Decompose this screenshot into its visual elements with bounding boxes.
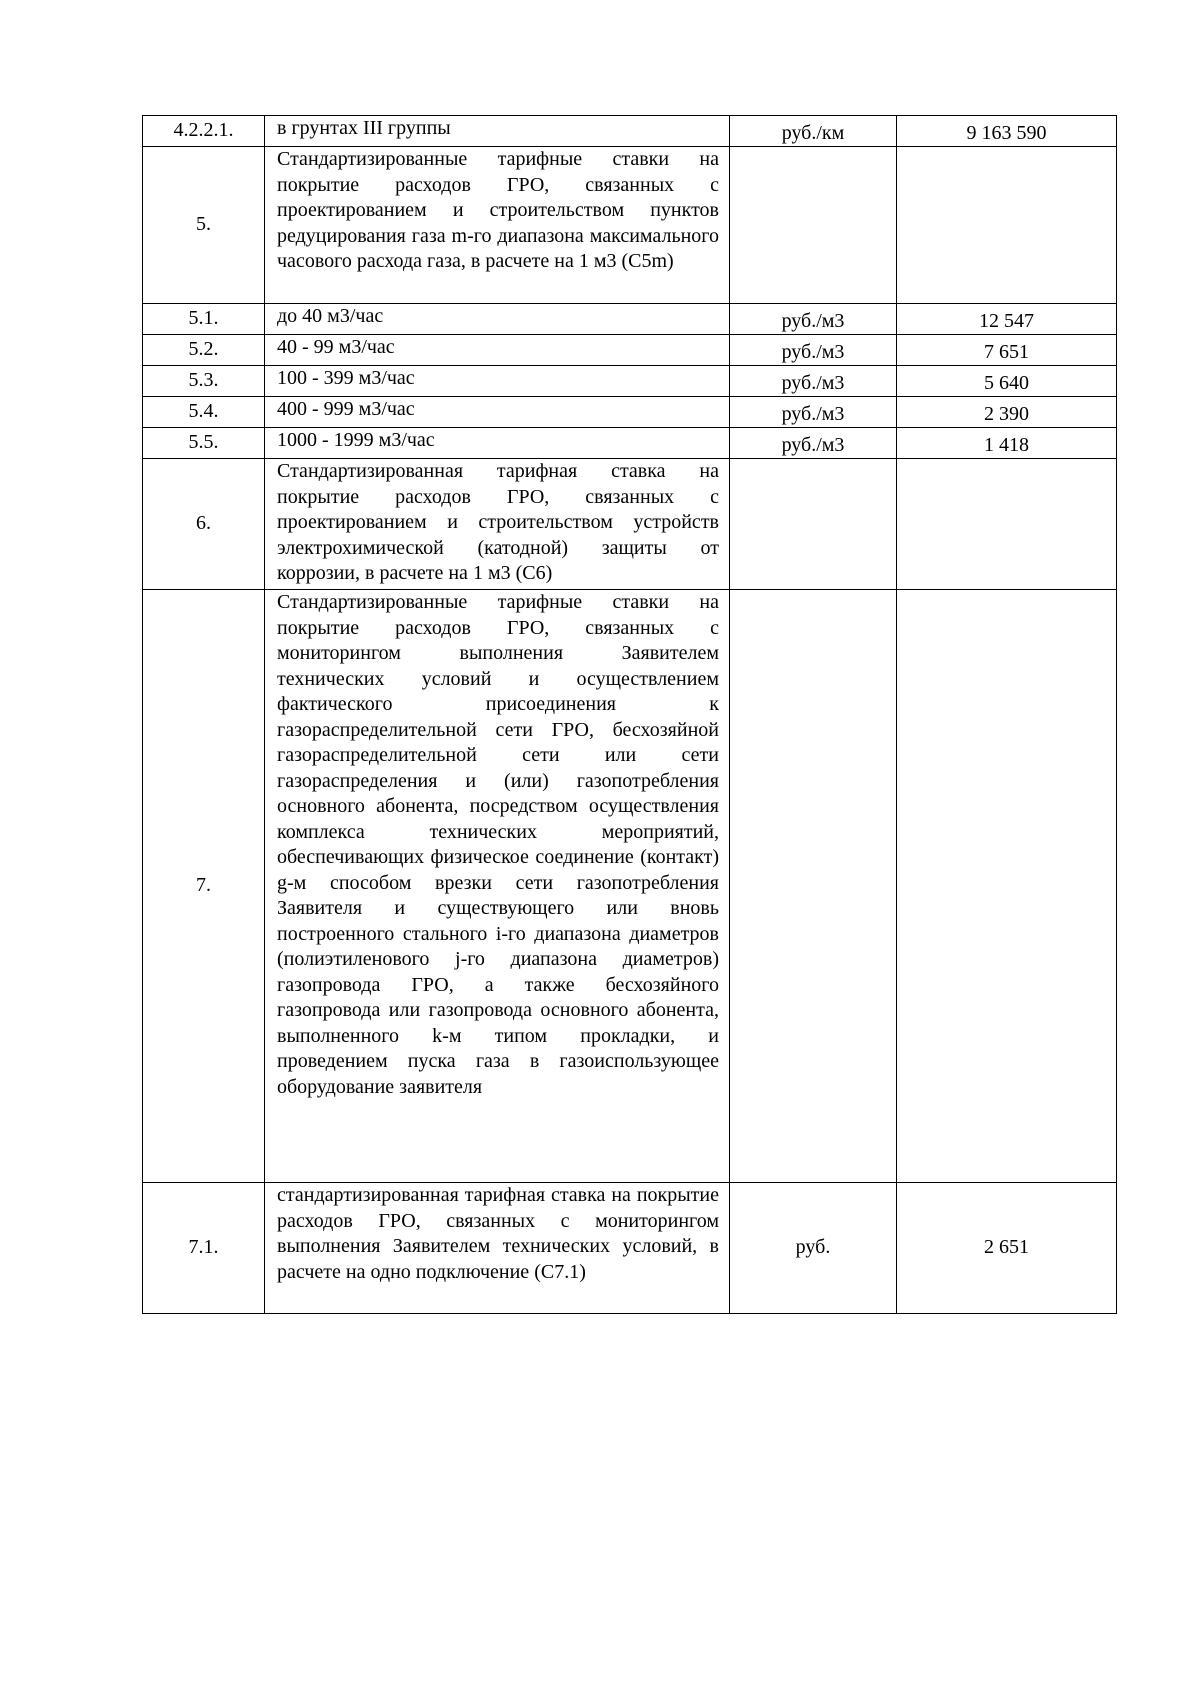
- row-description: в грунтах III группы: [265, 116, 730, 147]
- row-description: Стандартизированные тарифные ставки на покрытие расходов ГРО, связанных с мониторингом выполнения Заявителем технических условий и осуществлением фактического присоединения к газораспределительной сети ГРО, бесхозяйной газораспределительной сети или сети газораспределения и (или) газопотребления основного абонента, посредством осуществления комплекса технических мероприятий, обеспечивающих физическое соединение (контакт) g-м способом врезки сети газопотребления Заявителя и существующего или вновь построенного стального i-го диапазона диаметров (полиэтиленового j-го диапазона диаметров) газопровода ГРО, а также бесхозяйного газопровода или газопровода основного абонента, выполненного k-м типом прокладки, и проведением пуска газа в газоиспользующее оборудование заявителя: [265, 590, 730, 1183]
- row-unit: [730, 459, 897, 590]
- row-unit: руб./м3: [730, 366, 897, 397]
- row-number: 7.: [143, 590, 265, 1183]
- table-row: [143, 459, 1117, 590]
- row-description: 1000 - 1999 м3/час: [265, 428, 730, 459]
- row-value: 2 651: [897, 1183, 1117, 1314]
- table-row: [143, 397, 1117, 428]
- table-row: [143, 304, 1117, 335]
- row-unit: руб./км: [730, 116, 897, 147]
- row-value: 2 390: [897, 397, 1117, 428]
- row-description: 40 - 99 м3/час: [265, 335, 730, 366]
- row-number: 5.: [143, 147, 265, 304]
- table-row: [143, 116, 1117, 147]
- row-description: 400 - 999 м3/час: [265, 397, 730, 428]
- row-value: 12 547: [897, 304, 1117, 335]
- table-row: [143, 335, 1117, 366]
- row-unit: руб./м3: [730, 428, 897, 459]
- table-row: [143, 1183, 1117, 1314]
- table-row: [143, 147, 1117, 304]
- row-value: [897, 147, 1117, 304]
- row-number: 4.2.2.1.: [143, 116, 265, 147]
- row-number: 7.1.: [143, 1183, 265, 1314]
- row-value: 5 640: [897, 366, 1117, 397]
- table-row: [143, 590, 1117, 1183]
- row-description: до 40 м3/час: [265, 304, 730, 335]
- row-description: стандартизированная тарифная ставка на покрытие расходов ГРО, связанных с мониторингом выполнения Заявителем технических условий, в расчете на одно подключение (C7.1): [265, 1183, 730, 1314]
- row-unit: руб.: [730, 1183, 897, 1314]
- row-unit: [730, 147, 897, 304]
- row-value: 1 418: [897, 428, 1117, 459]
- row-number: 5.5.: [143, 428, 265, 459]
- table-row: [143, 428, 1117, 459]
- row-unit: [730, 590, 897, 1183]
- table-row: [143, 366, 1117, 397]
- row-value: [897, 590, 1117, 1183]
- row-description: 100 - 399 м3/час: [265, 366, 730, 397]
- row-number: 5.1.: [143, 304, 265, 335]
- row-unit: руб./м3: [730, 335, 897, 366]
- row-number: 5.3.: [143, 366, 265, 397]
- row-number: 6.: [143, 459, 265, 590]
- tariff-table: [142, 115, 1117, 1314]
- row-description: Стандартизированная тарифная ставка на покрытие расходов ГРО, связанных с проектированием и строительством устройств электрохимической (катодной) защиты от коррозии, в расчете на 1 м3 (C6): [265, 459, 730, 590]
- row-unit: руб./м3: [730, 397, 897, 428]
- row-value: 9 163 590: [897, 116, 1117, 147]
- row-description: Стандартизированные тарифные ставки на покрытие расходов ГРО, связанных с проектированием и строительством пунктов редуцирования газа m-го диапазона максимального часового расхода газа, в расчете на 1 м3 (C5m): [265, 147, 730, 304]
- row-unit: руб./м3: [730, 304, 897, 335]
- row-number: 5.4.: [143, 397, 265, 428]
- row-number: 5.2.: [143, 335, 265, 366]
- row-value: 7 651: [897, 335, 1117, 366]
- row-value: [897, 459, 1117, 590]
